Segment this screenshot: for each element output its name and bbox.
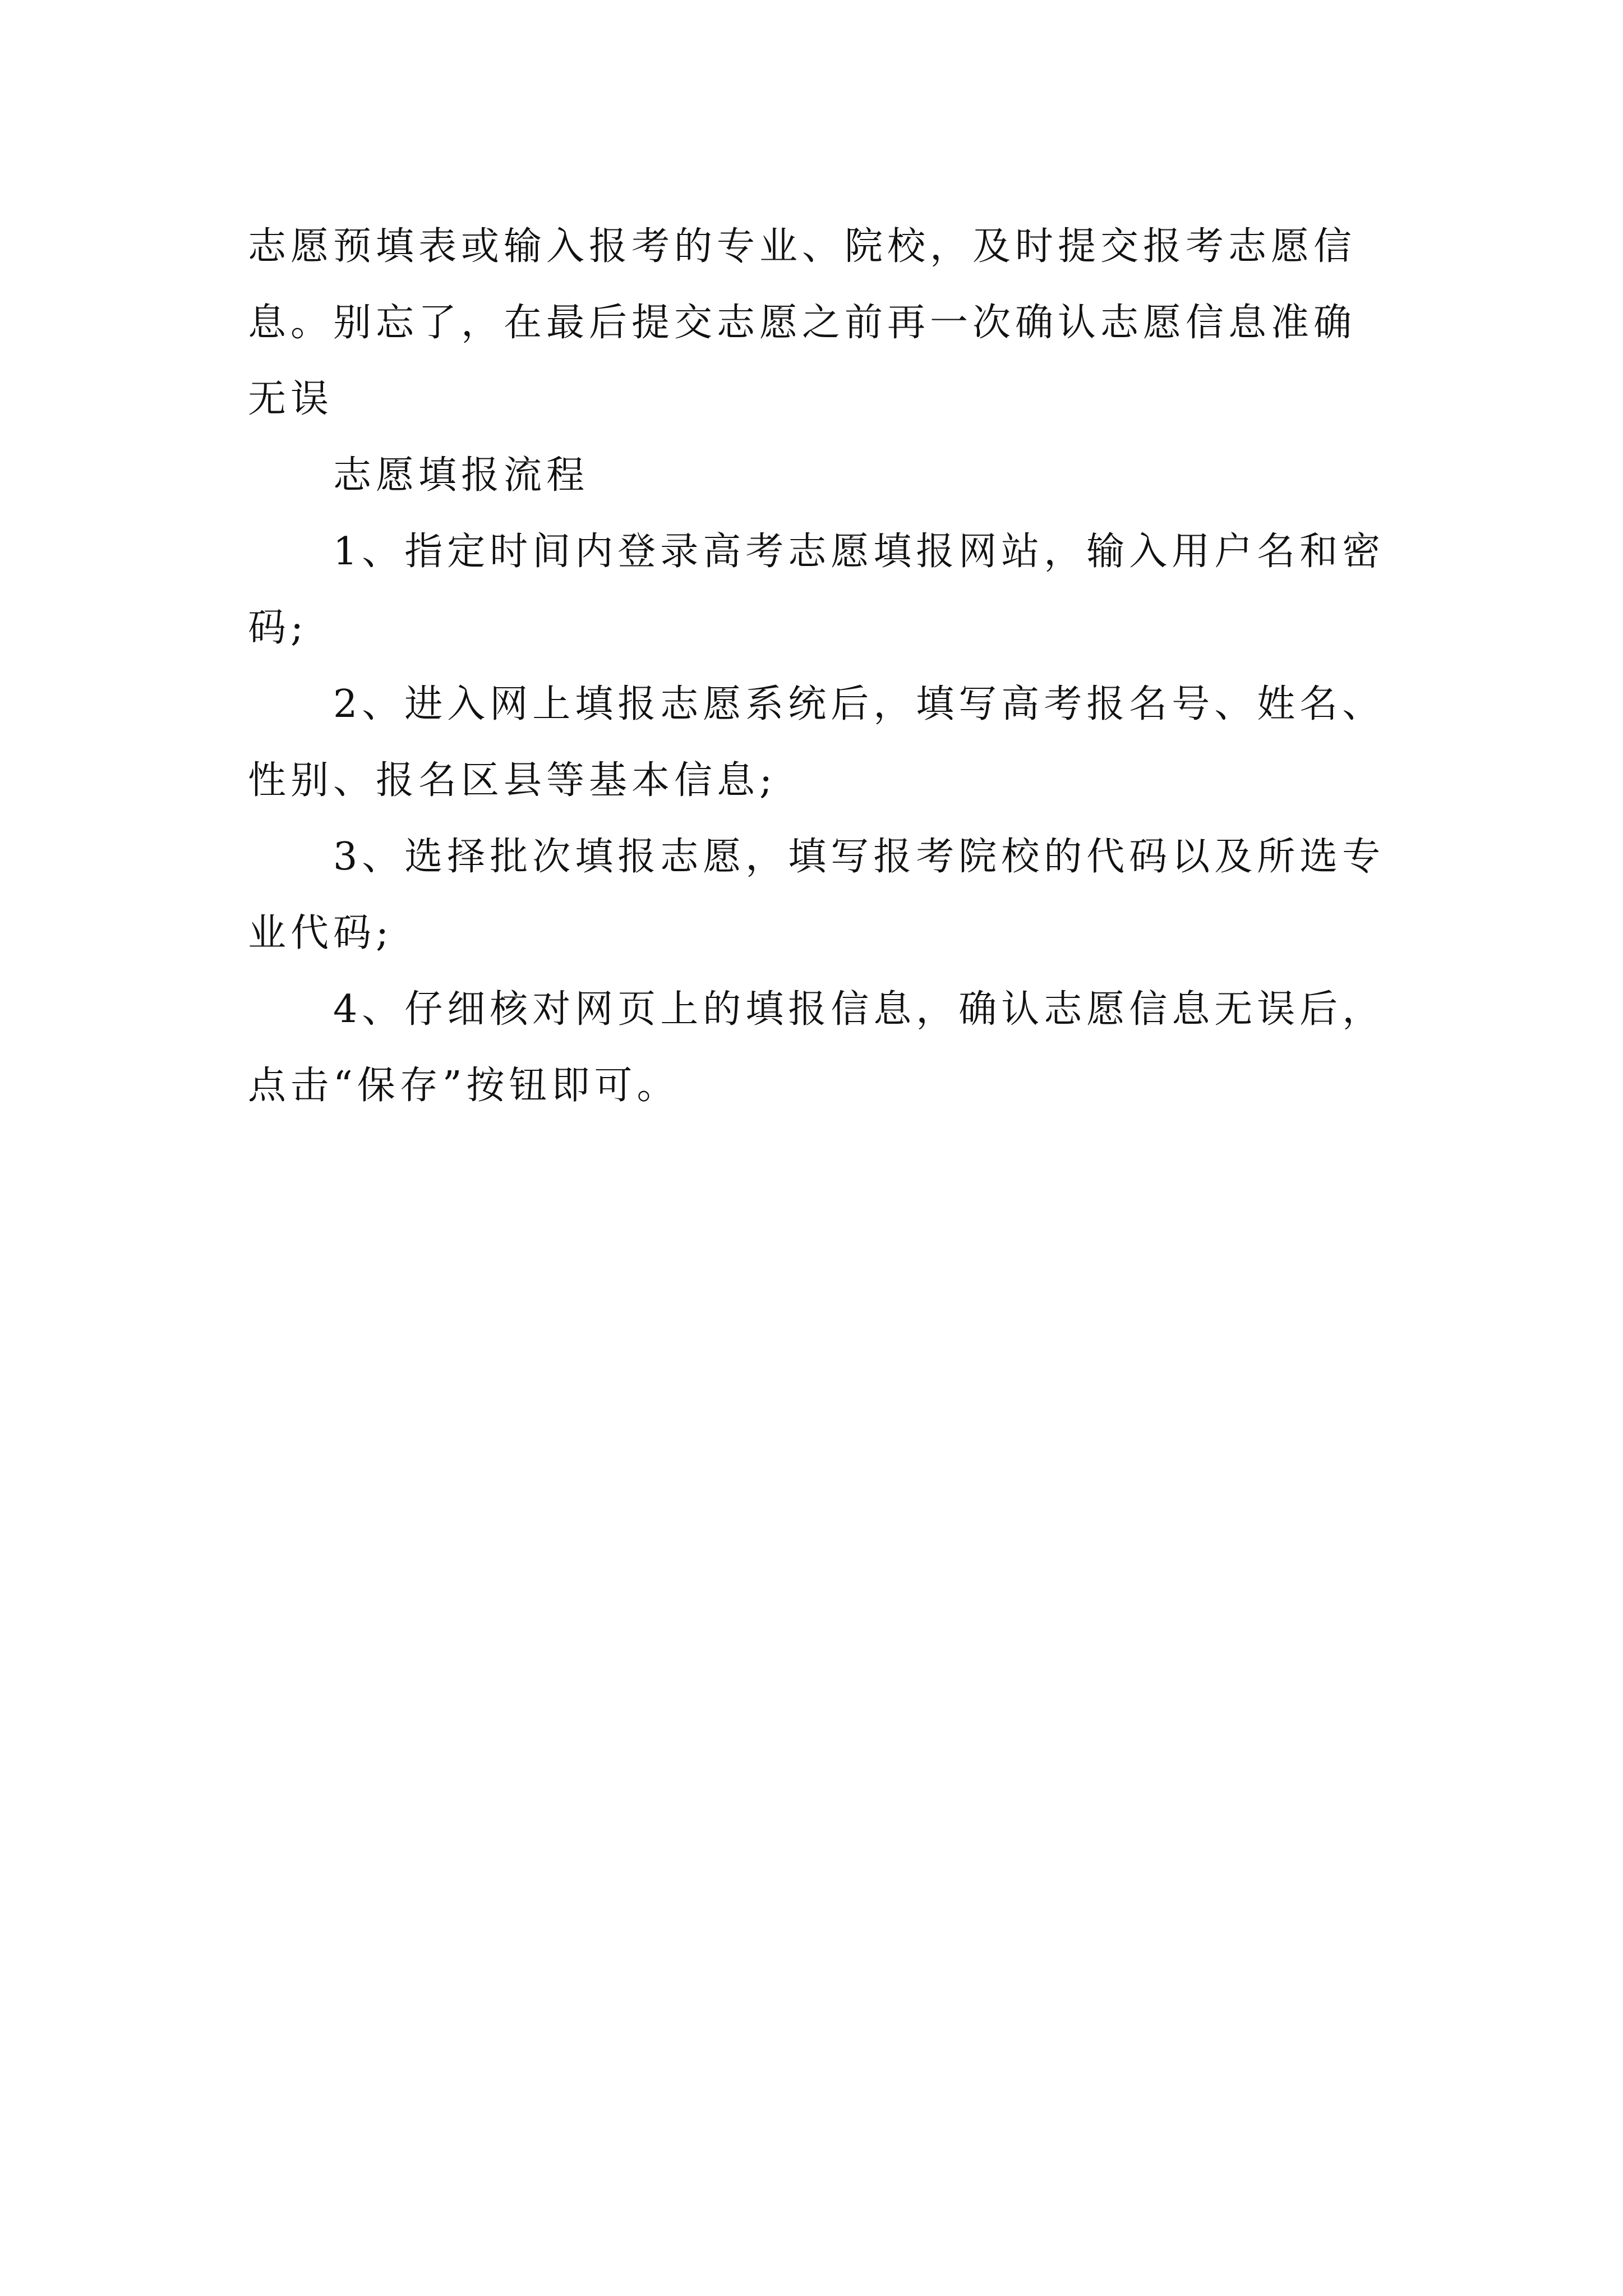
- paragraph-intro-continued: 志愿预填表或输入报考的专业、院校，及时提交报考志愿信息。别忘了，在最后提交志愿之前再一次确认志愿信息准确无误: [248, 224, 1357, 421]
- step-3-paragraph: 3、选择批次填报志愿，填写报考院校的代码以及所选专业代码;: [248, 835, 1385, 955]
- document-body: [248, 209, 1392, 1124]
- step-1-paragraph: 1、指定时间内登录高考志愿填报网站，输入用户名和密码;: [248, 530, 1385, 650]
- step-2-paragraph: 2、进入网上填报志愿系统后，填写高考报名号、姓名、性别、报名区县等基本信息;: [248, 682, 1385, 803]
- section-heading-process: 志愿填报流程: [333, 453, 589, 498]
- step-4-paragraph: 4、仔细核对网页上的填报信息，确认志愿信息无误后，点击“保存”按钮即可。: [248, 987, 1385, 1108]
